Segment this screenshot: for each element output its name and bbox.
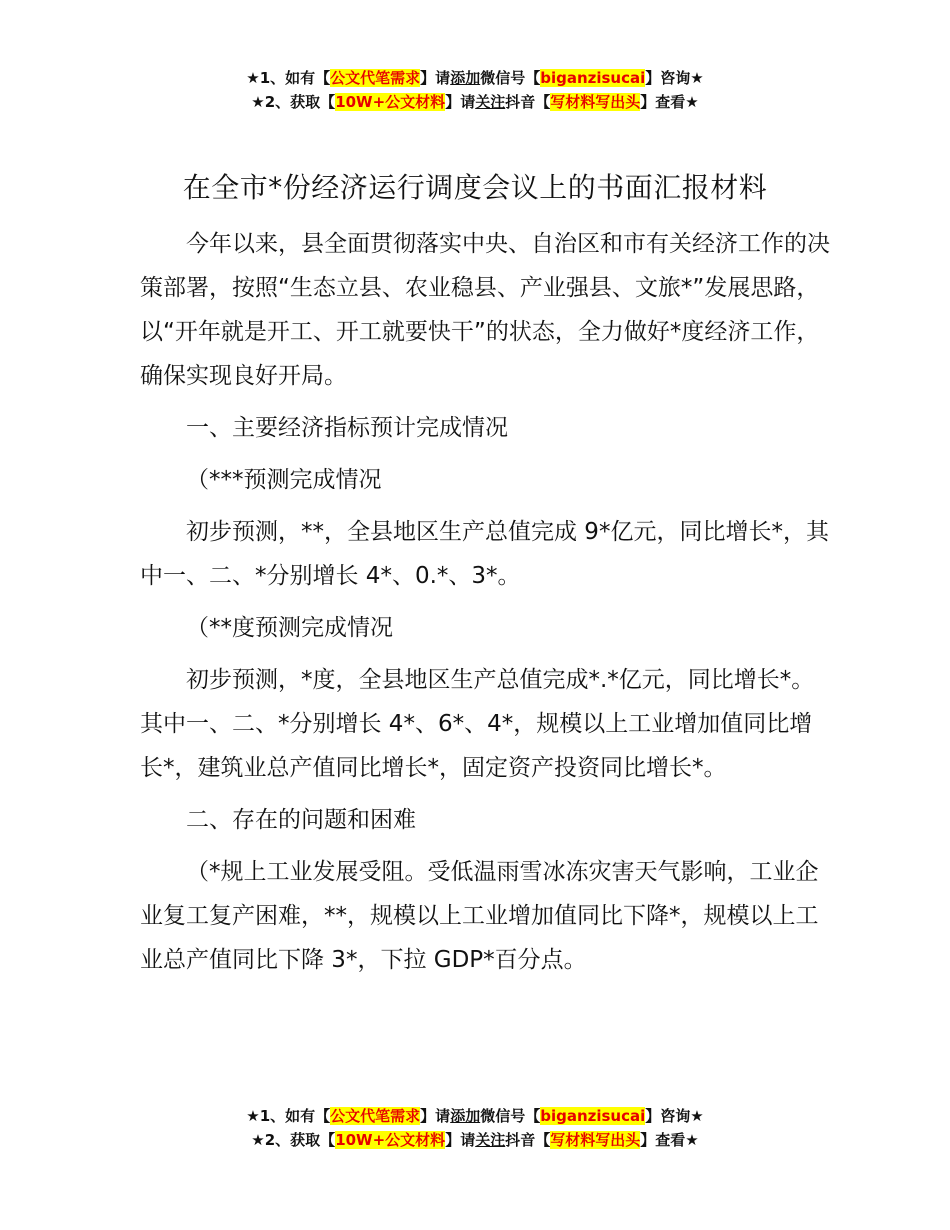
promo-line-1	[0, 66, 950, 90]
promo-text: 微信号【	[480, 69, 541, 87]
promo-text: ★1、如有【	[246, 69, 331, 87]
promo-wechat-id: biganzisucai	[540, 1107, 646, 1125]
promo-line-1	[0, 1104, 950, 1128]
promo-text: 微信号【	[480, 1107, 541, 1125]
paragraph-problem-1: （*规上工业发展受阻。受低温雨雪冰冻灾害天气影响，工业企业复工复产困难，**，规模以上工业增加值同比下降*，规模以上工业总产值同比下降 3*，下拉 GDP*百分点。	[140, 859, 819, 973]
paragraph-forecast-1: 初步预测，**，全县地区生产总值完成 9*亿元，同比增长*，其中一、二、*分别增长 4*、0.*、3*。	[140, 519, 829, 589]
promo-underlined: 添加	[450, 1107, 481, 1125]
promo-line-2	[0, 90, 950, 114]
promo-highlight: 公文代笔需求	[330, 1107, 421, 1125]
promo-highlight: 10W+公文材料	[335, 1131, 446, 1149]
promo-text: 】请	[445, 93, 476, 111]
promo-text: 】请	[445, 1131, 476, 1149]
paragraph-forecast-2: 初步预测，*度，全县地区生产总值完成*.*亿元，同比增长*。其中一、二、*分别增长 4*、6*、4*，规模以上工业增加值同比增长*，建筑业总产值同比增长*，固定资产投资同比增长*。	[140, 667, 815, 781]
promo-text: 抖音【	[505, 93, 551, 111]
document-title: 在全市*份经济运行调度会议上的书面汇报材料	[182, 171, 768, 204]
promo-text: 】请	[420, 69, 451, 87]
promo-text: 】请	[420, 1107, 451, 1125]
subheading-1: （***预测完成情况	[186, 467, 382, 493]
promo-douyin-id: 写材料写出头	[550, 93, 641, 111]
promo-wechat-id: biganzisucai	[540, 69, 646, 87]
subheading-2: （**度预测完成情况	[186, 615, 393, 641]
promo-banner-top	[0, 66, 950, 114]
paragraph-intro: 今年以来，县全面贯彻落实中央、自治区和市有关经济工作的决策部署，按照“生态立县、农业稳县、产业强县、文旅*”发展思路，以“开年就是开工、开工就要快干”的状态，全力做好*度经济工作，确保实现良好开局。	[140, 231, 830, 389]
promo-text: 】咨询★	[645, 1107, 704, 1125]
promo-text: ★2、获取【	[251, 1131, 336, 1149]
promo-text: ★1、如有【	[246, 1107, 331, 1125]
section-heading-1: 一、主要经济指标预计完成情况	[186, 415, 508, 441]
promo-text: 】咨询★	[645, 69, 704, 87]
promo-highlight: 10W+公文材料	[335, 93, 446, 111]
promo-text: 】查看★	[640, 93, 699, 111]
promo-line-2	[0, 1128, 950, 1152]
promo-highlight: 公文代笔需求	[330, 69, 421, 87]
promo-text: 】查看★	[640, 1131, 699, 1149]
section-heading-2: 二、存在的问题和困难	[186, 807, 416, 833]
document-body	[140, 222, 830, 982]
promo-underlined: 关注	[475, 1131, 506, 1149]
promo-underlined: 关注	[475, 93, 506, 111]
promo-text: ★2、获取【	[251, 93, 336, 111]
promo-banner-bottom	[0, 1104, 950, 1152]
promo-douyin-id: 写材料写出头	[550, 1131, 641, 1149]
promo-text: 抖音【	[505, 1131, 551, 1149]
promo-underlined: 添加	[450, 69, 481, 87]
